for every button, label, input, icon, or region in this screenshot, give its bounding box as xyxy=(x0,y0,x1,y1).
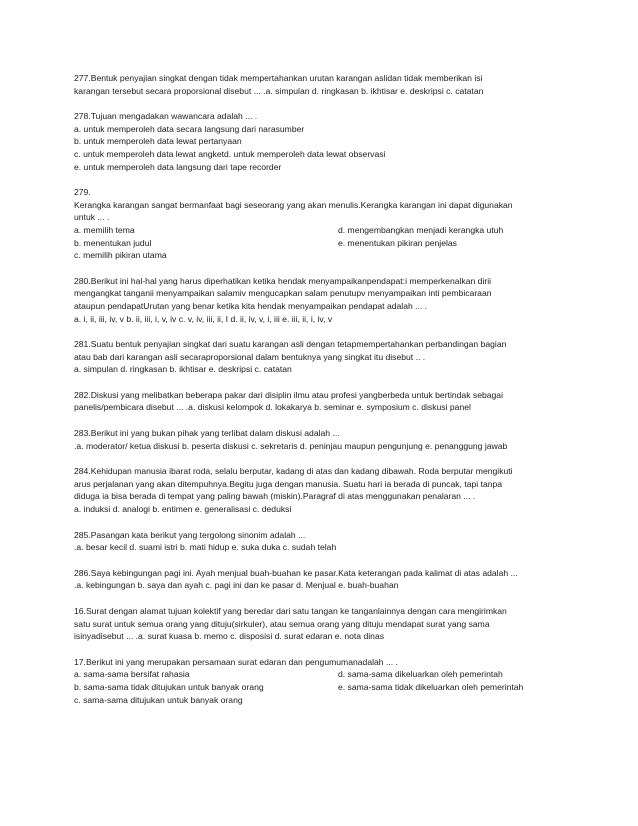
question-options: .a. moderator/ ketua diskusi b. peserta diskusi c. sekretaris d. peninjau maupun pengunjung e. penanggung jawab xyxy=(74,440,508,451)
question-text: 284.Kehidupan manusia ibarat roda, selalu berputar, kadang di atas dan kadang dibawah. Roda berputar mengikuti xyxy=(74,466,513,477)
question-text: 282.Diskusi yang melibatkan beberapa pakar dari disiplin ilmu atau profesi yangberbeda untuk bertindak sebagai xyxy=(74,389,503,400)
question-text: Kerangka karangan sangat bermanfaat bagi seseorang yang akan menulis.Kerangka karangan ini dapat digunakan xyxy=(74,199,513,210)
option-c: c. memilih pikiran utama xyxy=(74,250,167,261)
question-286 xyxy=(74,567,570,592)
question-text: 281.Suatu bentuk penyajian singkat dari suatu karangan asli dengan tetapmempertahankan perbandingan bagian xyxy=(74,339,507,350)
option-row xyxy=(74,224,570,237)
question-options: .a. besar kecil d. suami istri b. mati hidup e. suka duka c. sudah telah xyxy=(74,542,337,553)
question-283 xyxy=(74,427,570,452)
question-text: 16.Surat dengan alamat tujuan kolektif yang beredar dari satu tangan ke tanganlainnya dengan cara mengirimkan xyxy=(74,606,507,616)
option-d: d. sama-sama dikeluarkan oleh pemerintah xyxy=(338,669,503,680)
question-options: a. i, ii, iii, iv, v b. ii, iii, i, v, iv c. v, iv, iii, ii, I d. ii, iv, v, i, iii e. iii, ii, i, iv, v xyxy=(74,313,333,324)
question-277 xyxy=(74,72,570,97)
question-text: 278.Tujuan mengadakan wawancara adalah ... . xyxy=(74,111,258,122)
question-text: atau bab dari karangan asli secaraproporsional dalam bentuknya yang singkat itu disebut .. . xyxy=(74,351,426,362)
option-c: c. sama-sama ditujukan untuk banyak orang xyxy=(74,694,243,705)
question-options: isinyadisebut ... .a. surat kuasa b. memo c. disposisi d. surat edaran e. nota dinas xyxy=(74,631,385,642)
question-text: 280.Berikut ini hal-hal yang harus diperhatikan ketika hendak menyampaikanpendapat:i memperkenalkan dirii xyxy=(74,275,492,286)
question-text: diduga ia bisa berada di tempat yang paling bawah (miskin).Paragraf di atas menggunakan penalaran ... . xyxy=(74,491,476,502)
question-text: 285.Pasangan kata berikut yang tergolong sinonim adalah ... xyxy=(74,529,306,540)
option-row xyxy=(74,681,570,694)
option-b: b. sama-sama tidak ditujukan untuk banyak orang xyxy=(74,681,264,692)
option-a: a. sama-sama bersifat rahasia xyxy=(74,669,190,680)
option-e: e. menentukan pikiran penjelas xyxy=(338,237,457,248)
question-text: ataupun pendapatUrutan yang benar ketika kita hendak menyampaikan pendapat adalah ... . xyxy=(74,300,428,311)
question-16 xyxy=(74,605,570,643)
question-284 xyxy=(74,465,570,515)
question-280 xyxy=(74,275,570,325)
question-text: 286.Saya kebingungan pagi ini. Ayah menjual buah-buahan ke pasar.Kata keterangan pada kalimat di atas adalah ... xyxy=(74,567,518,578)
question-278 xyxy=(74,110,570,173)
option-b: b. menentukan judul xyxy=(74,237,152,248)
option-d: d. mengembangkan menjadi kerangka utuh xyxy=(338,224,504,235)
question-281 xyxy=(74,338,570,376)
question-options: panelis/pembicara disebut ... .a. diskusi kelompok d. lokakarya b. seminar e. symposium c. diskusi panel xyxy=(74,402,471,413)
option-e: e. sama-sama tidak dikeluarkan oleh pemerintah xyxy=(338,681,524,692)
question-text: mengangkat tanganii menyampaikan salamiv mengucapkan salam penutupv menyampaikan inti pembicaraan xyxy=(74,288,492,299)
question-options: a. simpulan d. ringkasan b. ikhtisar e. deskripsi c. catatan xyxy=(74,364,292,375)
question-279 xyxy=(74,186,570,262)
question-options: .a. kebingungan b. saya dan ayah c. pagi ini dan ke pasar d. Menjual e. buah-buahan xyxy=(74,580,399,591)
question-list xyxy=(74,72,570,719)
question-options: karangan tersebut secara proporsional disebut ... .a. simpulan d. ringkasan b. ikhtisar e. deskripsi c. catatan xyxy=(74,85,484,96)
option-b: b. untuk memperoleh data lewat pertanyaan xyxy=(74,136,242,147)
question-text: 17.Berikut ini yang merupakan persamaan surat edaran dan pengumumanadalah ... . xyxy=(74,656,398,667)
question-text: 283.Berikut ini yang bukan pihak yang terlibat dalam diskusi adalah ... xyxy=(74,428,340,439)
question-text: satu surat untuk semua orang yang dituju(sirkuler), atau semua orang yang dituju mendapat surat yang sama xyxy=(74,618,490,629)
question-text: 277.Bentuk penyajian singkat dengan tidak mempertahankan urutan karangan aslidan tidak memberikan isi xyxy=(74,73,483,83)
option-a: a. memilih tema xyxy=(74,224,135,235)
question-285 xyxy=(74,529,570,554)
option-row xyxy=(74,237,570,250)
option-a: a. untuk memperoleh data secara langsung dari narasumber xyxy=(74,123,305,134)
option-row xyxy=(74,668,570,681)
question-17 xyxy=(74,656,570,706)
question-text: untuk ... . xyxy=(74,212,110,223)
question-282 xyxy=(74,389,570,414)
question-options: a. induksi d. analogi b. entimen e. generalisasi c. deduksi xyxy=(74,504,292,515)
question-number: 279. xyxy=(74,187,91,198)
question-text: arus perjalanan yang akan ditempuhnya.Begitu juga dengan manusia. Suatu hari ia berada di puncak, tapi tanpa xyxy=(74,478,503,489)
option-e: e. untuk memperoleh data langsung dari tape recorder xyxy=(74,161,282,172)
option-c-d: c. untuk memperoleh data lewat angketd. untuk memperoleh data lewat observasi xyxy=(74,148,386,159)
